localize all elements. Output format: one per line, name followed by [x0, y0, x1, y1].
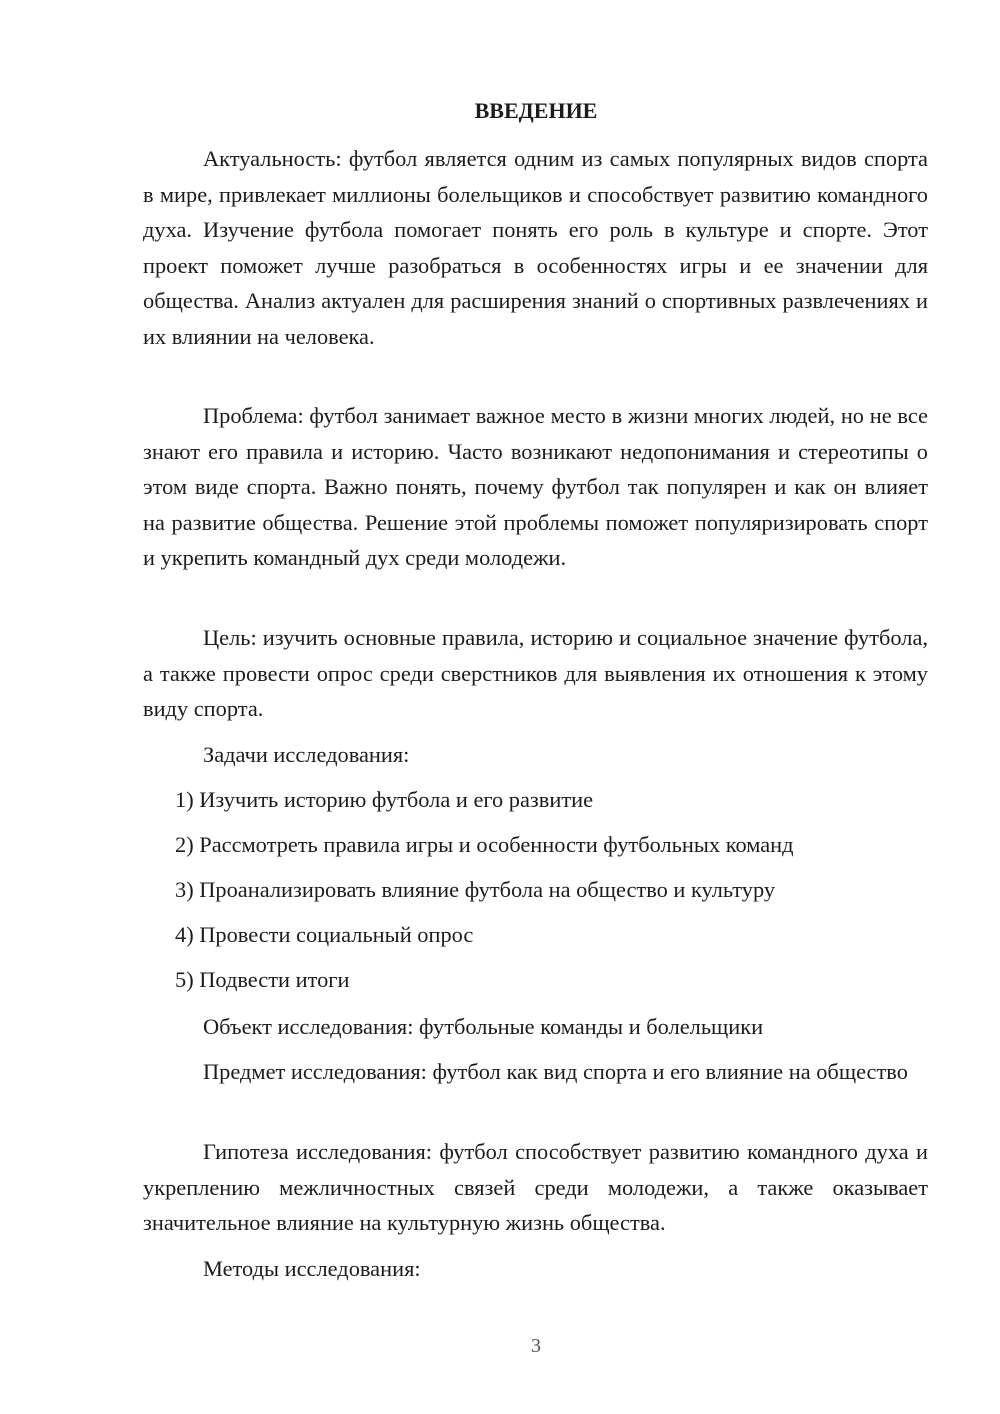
tasks-heading: Задачи исследования:	[203, 742, 410, 767]
page-title: ВВЕДЕНИЕ	[474, 98, 598, 123]
page-number: 3	[531, 1335, 541, 1357]
relevance-paragraph: Актуальность: футбол является одним из самых популярных видов спорта в мире, привлекает миллионы болельщиков и способствует развитию командного духа. Изучение футбола помогает понять его роль в культуре и спорте. Этот проект поможет лучше разобраться в особенностях игры и ее значении для общества. Анализ актуален для расширения знаний о спортивных развлечениях и их влиянии на человека.	[143, 146, 928, 349]
goal-paragraph: Цель: изучить основные правила, историю и социальное значение футбола, а также провести опрос среди сверстников для выявления их отношения к этому виду спорта.	[143, 625, 928, 721]
research-subject: Предмет исследования: футбол как вид спорта и его влияние на общество	[203, 1059, 908, 1084]
research-object: Объект исследования: футбольные команды и болельщики	[203, 1014, 764, 1039]
research-hypothesis: Гипотеза исследования: футбол способствует развитию командного духа и укреплению межличностных связей среди молодежи, а также оказывает значительное влияние на культурную жизнь общества.	[143, 1139, 928, 1235]
task-item: 3) Проанализировать влияние футбола на общество и культуру	[175, 877, 776, 902]
task-item: 5) Подвести итоги	[175, 967, 350, 992]
problem-paragraph: Проблема: футбол занимает важное место в жизни многих людей, но не все знают его правила и историю. Часто возникают недопонимания и стереотипы о этом виде спорта. Важно понять, почему футбол так популярен и как он влияет на развитие общества. Решение этой проблемы поможет популяризировать спорт и укрепить командный дух среди молодежи.	[143, 403, 928, 570]
task-item: 4) Провести социальный опрос	[175, 922, 474, 947]
methods-heading: Методы исследования:	[203, 1256, 421, 1281]
task-item: 2) Рассмотреть правила игры и особенности футбольных команд	[175, 832, 794, 857]
task-item: 1) Изучить историю футбола и его развитие	[175, 787, 594, 812]
